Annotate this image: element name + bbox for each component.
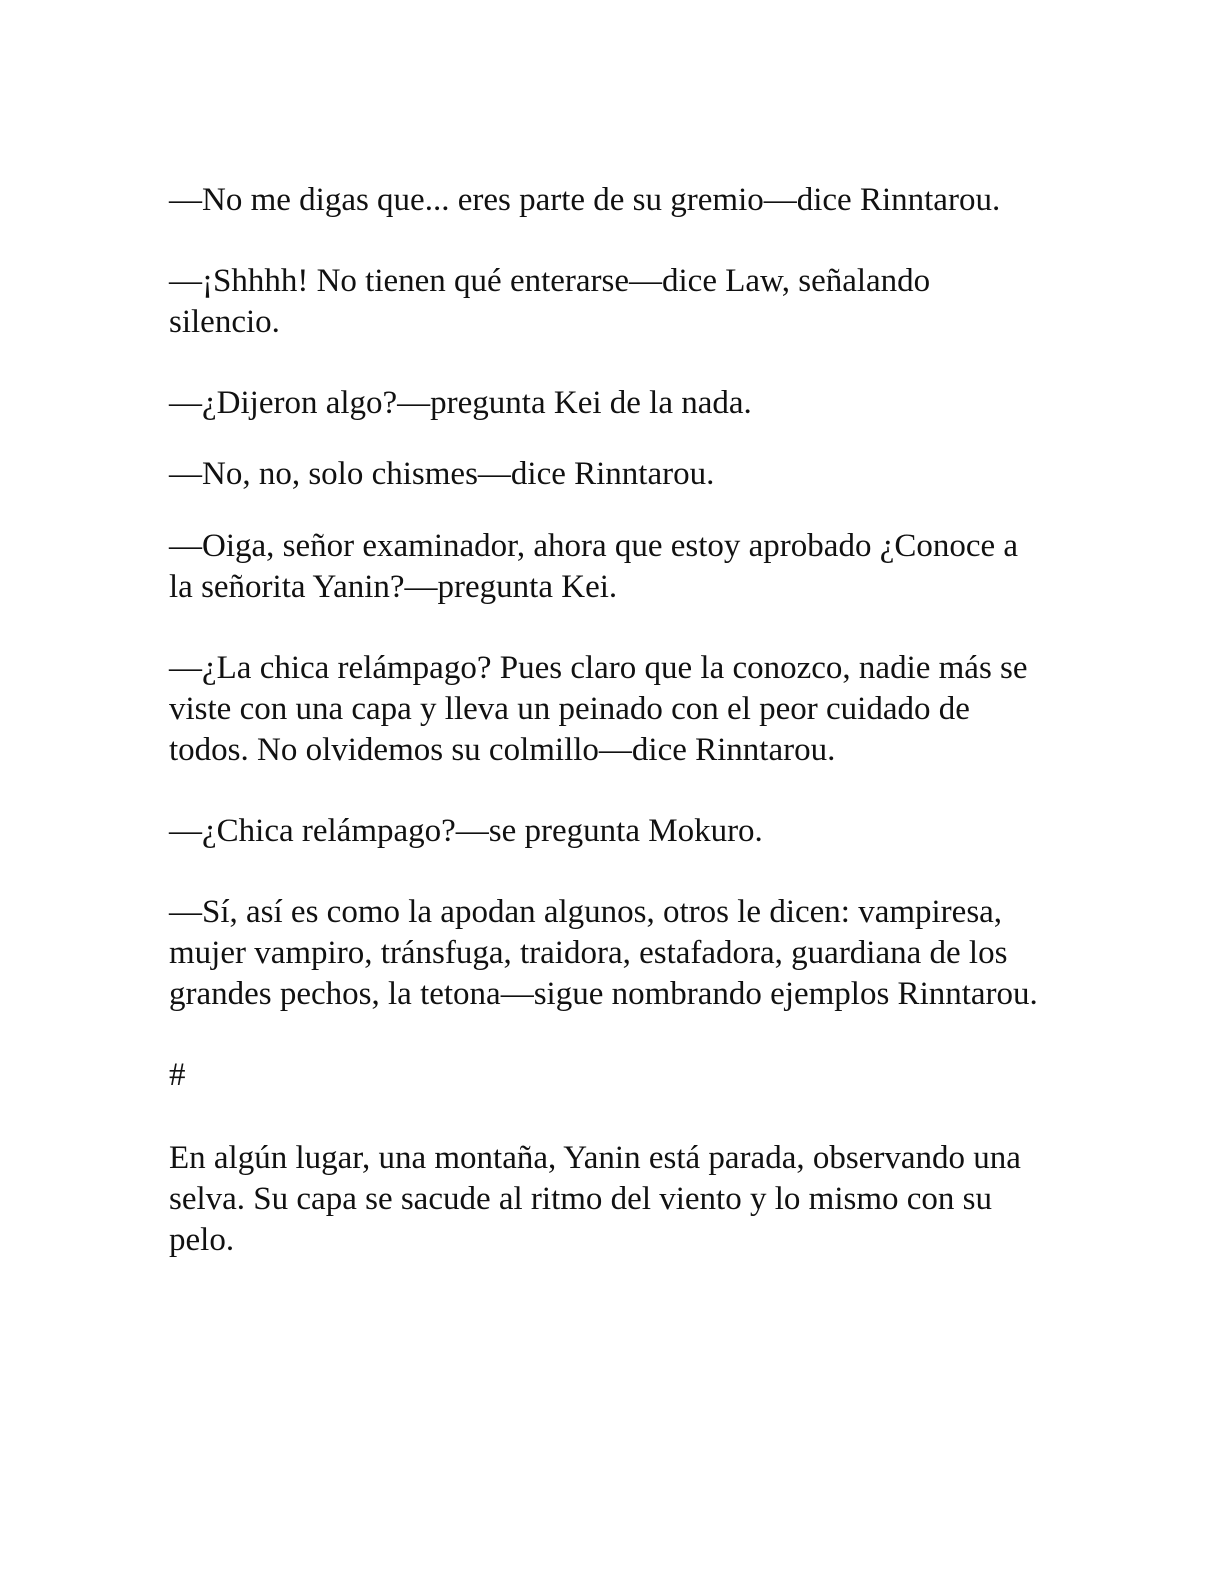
paragraph-9: En algún lugar, una montaña, Yanin está parada, observando una selva. Su capa se sacude al ritmo del viento y lo mismo con su pelo. xyxy=(169,1140,1021,1258)
paragraph-7: —¿Chica relámpago?—se pregunta Mokuro. xyxy=(169,813,763,849)
paragraph-6: —¿La chica relámpago? Pues claro que la conozco, nadie más se viste con una capa y lleva un peinado con el peor cuidado de todos. No olvidemos su colmillo—dice Rinntarou. xyxy=(169,650,1028,768)
section-break: # xyxy=(169,1057,186,1093)
paragraph-2: —¡Shhhh! No tienen qué enterarse—dice Law, señalando silencio. xyxy=(169,263,931,340)
paragraph-3: —¿Dijeron algo?—pregunta Kei de la nada. xyxy=(169,385,752,421)
paragraph-1: —No me digas que... eres parte de su gremio—dice Rinntarou. xyxy=(169,182,1001,218)
paragraph-5: —Oiga, señor examinador, ahora que estoy aprobado ¿Conoce a la señorita Yanin?—pregunta Kei. xyxy=(169,528,1019,605)
body-text xyxy=(169,180,1049,1261)
paragraph-8: —Sí, así es como la apodan algunos, otros le dicen: vampiresa, mujer vampiro, tránsfuga, traidora, estafadora, guardiana de los grandes pechos, la tetona—sigue nombrando ejemplos Rinntarou. xyxy=(169,894,1038,1012)
paragraph-4: —No, no, solo chismes—dice Rinntarou. xyxy=(169,456,715,492)
